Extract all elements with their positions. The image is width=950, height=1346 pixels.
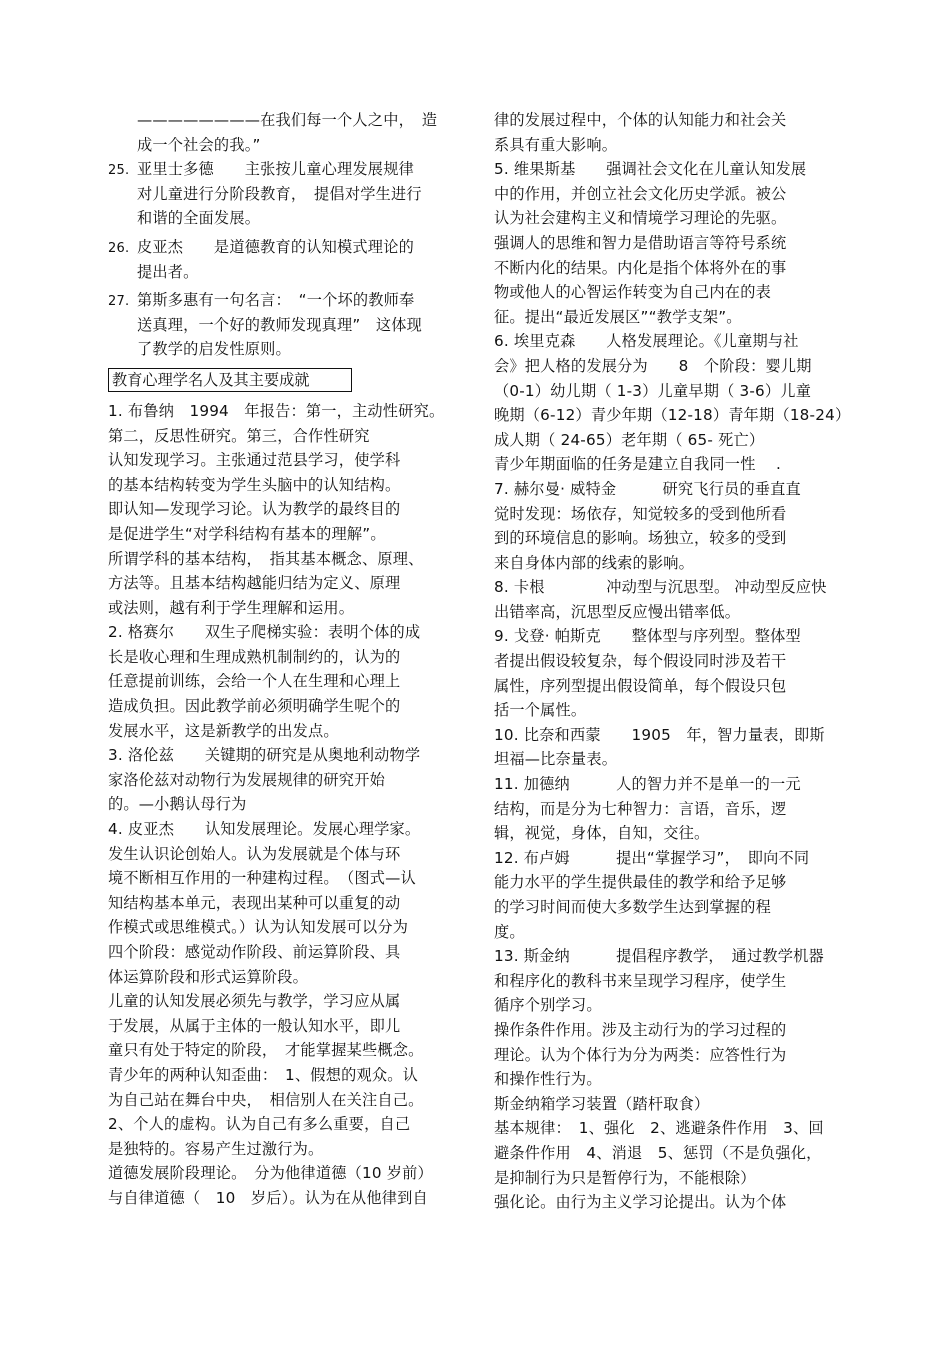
text-line: （0-1）幼儿期（ 1-3）儿童早期（ 3-6）儿童 [494,381,812,400]
text-line: 来自身体内部的线索的影响。 [494,553,695,572]
intro-line: 成一个社会的我。” [137,135,261,154]
text-line: 12. 布卢姆 提出“掌握学习”， 即向不同 [494,848,810,867]
text-line: 青少年的两种认知歪曲： 1、假想的观众。认 [108,1065,419,1084]
text-line: 7. 赫尔曼· 威特金 研究飞行员的垂直直 [494,479,801,498]
text-line: 物或他人的心智运作转变为自己内在的表 [494,283,771,302]
text-line: 和程序化的教科书来呈现学习程序，使学生 [494,971,787,990]
left-column [108,108,468,1211]
right-column [494,108,850,1215]
section-title-box: 教育心理学名人及其主要成就 [108,368,352,392]
text-line: 的基本结构转变为学生头脑中的认知结构。 [108,475,401,494]
text-line: 13. 斯金纳 提倡程序教学， 通过教学机器 [494,947,824,966]
text-line: 任意提前训练，会给一个人在生理和心理上 [108,672,401,691]
intro-line: ————————在我们每一个人之中， 造 [137,111,438,129]
item-text: 对儿童进行分阶段教育， 提倡对学生进行 [137,184,422,203]
text-line: 的。—小鹅认母行为 [108,795,247,814]
text-line: 9. 戈登· 帕斯克 整体型与序列型。整体型 [494,627,801,646]
text-line: 操作条件作用。涉及主动行为的学习过程的 [494,1020,787,1039]
text-line: 道德发展阶段理论。 分为他律道德（10 岁前） [108,1164,433,1183]
item-text: 提出者。 [137,262,199,281]
text-line: 为自己站在舞台中央， 相信别人在关注自己。 [108,1090,424,1109]
text-line: 能力水平的学生提供最佳的教学和给予足够 [494,873,787,892]
text-line: 家洛伦兹对动物行为发展规律的研究开始 [108,770,385,789]
text-line: 2. 格赛尔 双生子爬梯实验：表明个体的成 [108,623,421,642]
text-line: 属性，序列型提出假设简单，每个假设只包 [494,676,787,695]
text-line: 境不断相互作用的一种建构过程。 （图式—认 [108,869,416,888]
text-line: 是促进学生“对学科结构有基本的理解”。 [108,524,386,543]
text-line: 第二，反思性研究。第三，合作性研究 [108,426,370,445]
text-line: 出错率高，沉思型反应慢出错率低。 [494,602,741,621]
text-line: 理论。认为个体行为分为两类：应答性行为 [494,1045,787,1064]
item-text: 了教学的启发性原则。 [137,340,291,359]
text-line: 强调人的思维和智力是借助语言等符号系统 [494,233,787,252]
text-line: 发生认识论创始人。认为发展就是个体与环 [108,844,401,863]
right-body-text [494,108,850,1215]
text-line: 强化论。由行为主义学习论提出。认为个体 [494,1193,787,1212]
text-line: 与自律道德（ 10 岁后）。认为在从他律到自 [108,1188,428,1207]
text-line: 避条件作用 4、消退 5、惩罚（不是负强化， [494,1143,822,1162]
item-text: 第斯多惠有一句名言： “一个坏的教师奉 [137,291,415,310]
text-line: 认为社会建构主义和情境学习理论的先驱。 [494,209,787,228]
text-line: 觉时发现：场依存，知觉较多的受到他所看 [494,504,787,523]
text-line: 到的环境信息的影响。场独立，较多的受到 [494,529,787,548]
item-number: 27. [108,294,130,310]
text-line: 发展水平，这是新教学的出发点。 [108,721,339,740]
text-line: 儿童的认知发展必须先与教学，学习应从属 [108,992,401,1011]
text-line: 坦福—比奈量表。 [494,750,618,769]
text-line: 中的作用，并创立社会文化历史学派。被公 [494,184,787,203]
text-line: 括一个属性。 [494,701,587,720]
text-line: 于发展，从属于主体的一般认知水平，即儿 [108,1016,401,1035]
text-line: 是抑制行为只是暂停行为，不能根除） [494,1168,756,1187]
text-line: 或法则，越有利于学生理解和运用。 [108,598,355,617]
left-body-text [108,399,468,1211]
text-line: 知结构基本单元，表现出某种可以重复的动 [108,893,401,912]
item-text: 皮亚杰 是道德教育的认知模式理论的 [137,237,414,256]
text-line: 辑，视觉，身体，自知，交往。 [494,824,710,843]
text-line: 系具有重大影响。 [494,135,618,154]
item-text: 和谐的全面发展。 [137,209,261,228]
numbered-item [108,288,468,362]
text-line: 成人期（ 24-65）老年期（ 65- 死亡） [494,430,765,449]
numbered-item [108,157,468,231]
text-line: 征。提出“最近发展区”“教学支架”。 [494,307,742,326]
text-line: 认知发现学习。主张通过范县学习，使学科 [108,451,401,470]
text-line: 斯金纳箱学习装置（踏杆取食） [494,1094,710,1113]
item-number: 25. [108,163,130,179]
text-line: 长是收心理和生理成熟机制制约的，认为的 [108,647,401,666]
text-line: 会》把人格的发展分为 8 个阶段：婴儿期 [494,356,812,375]
text-line: 体运算阶段和形式运算阶段。 [108,967,309,986]
text-line: 5. 维果斯基 强调社会文化在儿童认知发展 [494,160,807,179]
text-line: 6. 埃里克森 人格发展理论。《儿童期与社 [494,332,799,351]
text-line: 即认知—发现学习论。认为教学的最终目的 [108,500,401,519]
text-line: 11. 加德纳 人的智力并不是单一的一元 [494,775,801,794]
text-line: 作模式或思维模式。）认为认知发展可以分为 [108,918,409,937]
text-line: 律的发展过程中，个体的认知能力和社会关 [494,111,787,129]
text-line: 者提出假设较复杂，每个假设同时涉及若干 [494,652,787,671]
text-line: 的学习时间而使大多数学生达到掌握的程 [494,898,771,916]
text-line: 晚期（6-12）青少年期（12-18）青年期（18-24） [494,406,850,425]
item-text: 送真理，一个好的教师发现真理” 这体现 [137,315,423,334]
text-line: 度。 [494,922,525,941]
text-line: 方法等。且基本结构越能归结为定义、原理 [108,574,401,593]
text-line: 青少年期面临的任务是建立自我同一性 . [494,455,782,474]
text-line: 3. 洛伦兹 关键期的研究是从奥地利动物学 [108,746,421,765]
text-line: 和操作性行为。 [494,1070,602,1089]
text-line: 8. 卡根 冲动型与沉思型。 冲动型反应快 [494,578,827,597]
text-line: 不断内化的结果。内化是指个体将外在的事 [494,258,787,277]
text-line: 1. 布鲁纳 1994 年报告：第一，主动性研究。 [108,401,445,420]
text-line: 4. 皮亚杰 认知发展理论。发展心理学家。 [108,820,421,839]
text-line: 四个阶段：感觉动作阶段、前运算阶段、具 [108,943,401,961]
text-line: 2、个人的虚构。认为自己有多么重要，自己 [108,1115,411,1134]
text-line: 童只有处于特定的阶段， 才能掌握某些概念。 [108,1041,424,1060]
text-line: 所谓学科的基本结构， 指其基本概念、原理、 [108,549,424,568]
numbered-item [108,235,468,284]
text-line: 10. 比奈和西蒙 1905 年，智力量表，即斯 [494,725,825,744]
text-line: 是独特的。容易产生过激行为。 [108,1139,324,1158]
text-line: 结构，而是分为七种智力：言语，音乐，逻 [494,799,787,818]
text-line: 循序个别学习。 [494,996,602,1015]
item-text: 亚里士多德 主张按儿童心理发展规律 [137,160,414,179]
text-line: 造成负担。因此教学前必须明确学生呢个的 [108,697,401,716]
text-line: 基本规律： 1、强化 2、逃避条件作用 3、回 [494,1119,824,1138]
item-number: 26. [108,240,130,256]
